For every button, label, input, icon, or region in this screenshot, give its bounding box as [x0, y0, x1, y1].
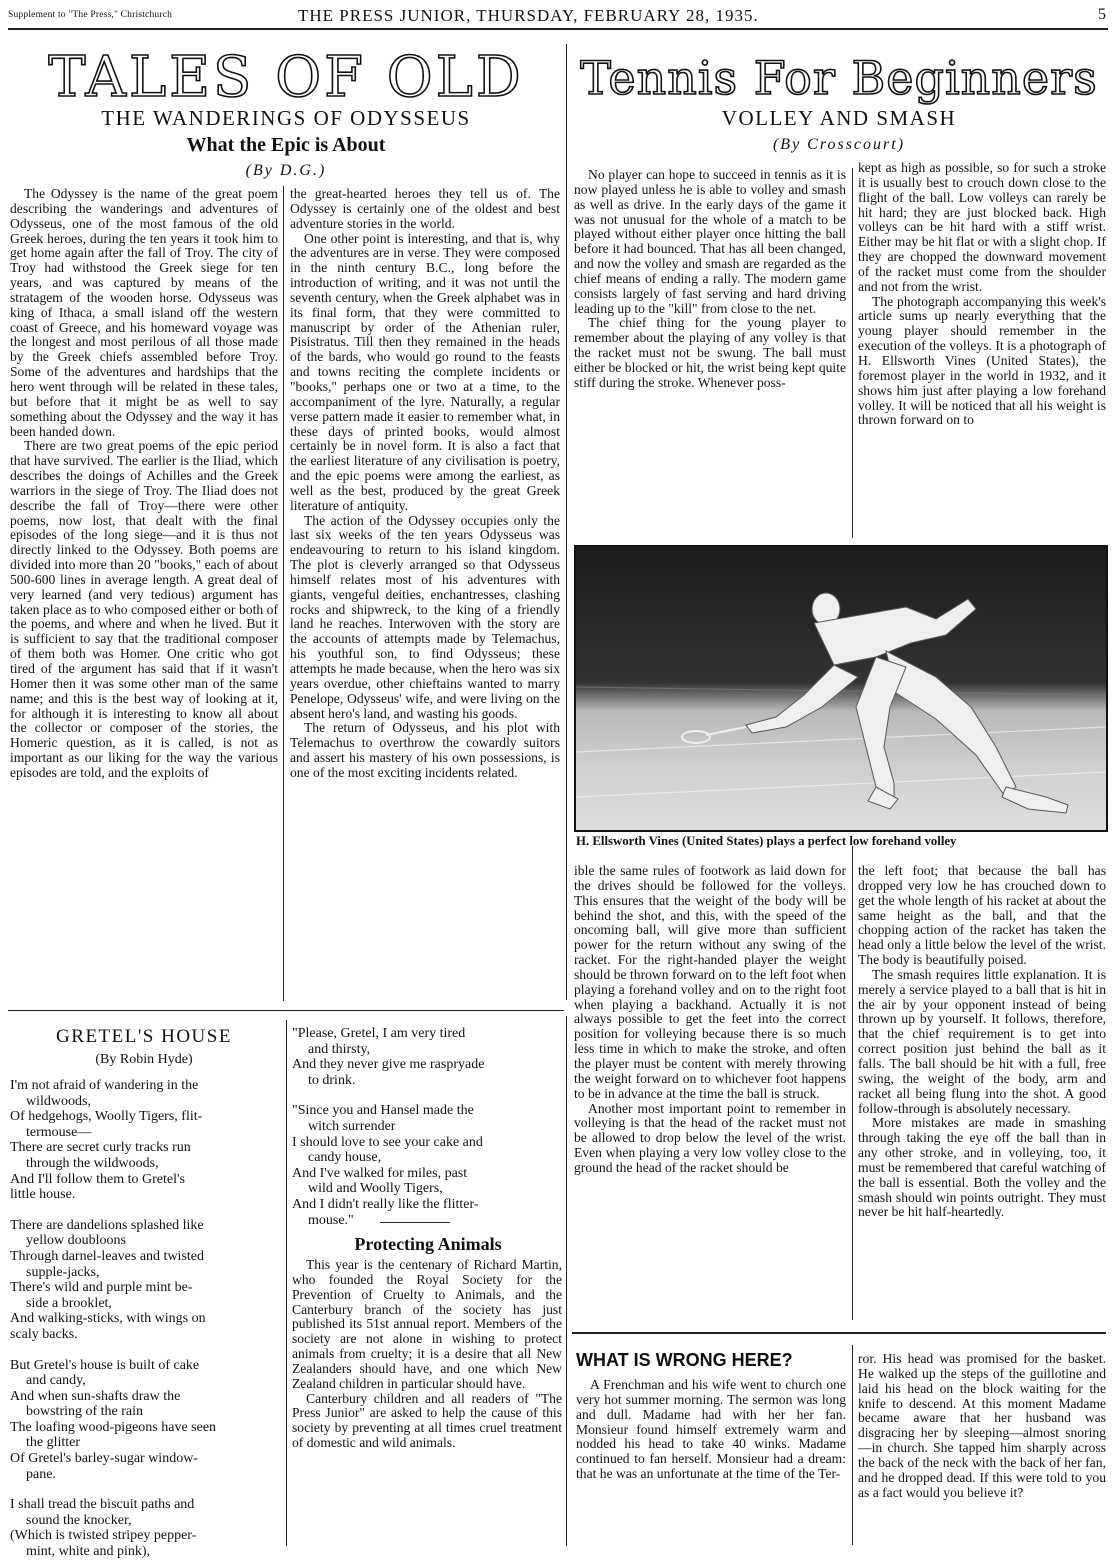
paragraph: The photograph accompanying this week's article sums up nearly everything that the young player should remember in the execution of the volleys. It is a photograph of H. Ellsworth Vines (United States), the foremost player in the world in 1932, and it shows him just after playing a low forehand volley. It will be noticed that all his weight is thrown forward on to	[858, 293, 1106, 428]
tennis-column-1	[574, 168, 846, 540]
poem-stanza	[10, 1078, 282, 1203]
poem-line: supple-jacks,	[26, 1264, 100, 1280]
poem-stanza	[10, 1497, 282, 1559]
poem-column-1	[10, 1078, 282, 1560]
poem-line: wild and Woolly Tigers,	[308, 1181, 443, 1197]
tennis-byline: (By Crosscourt)	[772, 136, 906, 153]
poem-line: "Please, Gretel, I am very tired	[292, 1026, 466, 1041]
animals-title: Protecting Animals	[354, 1234, 502, 1254]
poem-line: mouse."	[308, 1212, 354, 1228]
masthead	[8, 6, 1108, 24]
poem-line: termouse—	[26, 1124, 92, 1140]
poem-line: The loafing wood-pigeons have seen	[10, 1419, 217, 1435]
tennis-title: Tennis For Beginners	[580, 51, 1098, 105]
wrong-column-2	[858, 1352, 1106, 1546]
poem-line: There are dandelions splashed like	[10, 1217, 204, 1233]
poem-line: And I didn't really like the flitter-	[292, 1196, 479, 1212]
poem-line: There are secret curly tracks run	[10, 1140, 191, 1156]
player-silhouette	[576, 547, 1106, 830]
paragraph: kept as high as possible, so for such a stroke it is usually best to crouch down close to the flight of the ball. Low volleys can rarely be hit hard; they are just blocked back. High volleys can be hit hard with a stiff wrist. Either may be hit flat or with a slight chop. If they are chopped the downward movement of the racket must come from the shoulder and not from the wrist.	[858, 160, 1106, 294]
tales-column-2	[290, 187, 560, 1002]
poem-line: to drink.	[308, 1072, 356, 1088]
column-divider	[852, 1345, 853, 1545]
paragraph: the great-hearted heroes they tell us of. The Odyssey is certainly one of the oldest and best adventure stories in the world.	[290, 186, 560, 231]
paragraph: This year is the centenary of Richard Martin, who founded the Royal Society for the Prevention of Cruelty to Animals, and the Canterbury branch of the society has just published its 51st annual report. Members of the society are not alone in wishing to protect animals from cruelty; it is a desire that all New Zealanders should have, and one which New Zealand children in particular should have.	[292, 1257, 562, 1391]
poem-title: GRETEL'S HOUSE	[56, 1026, 232, 1047]
tennis-photograph	[574, 545, 1108, 832]
section-rule	[8, 1010, 564, 1011]
poem-line: I shall tread the biscuit paths and	[10, 1497, 195, 1513]
poem-line: side a brooklet,	[26, 1295, 112, 1311]
poem-line: (Which is twisted stripey pepper-	[10, 1528, 197, 1544]
column-divider	[852, 168, 853, 538]
tennis-column-3	[574, 864, 846, 1344]
paragraph: The smash requires little explanation. It is merely a service played to a ball that is hit in the air by your opponent instead of being thrown up by yourself. It follows, therefore, that the chief requirement is to get into correct position just behind the ball as it falls. The ball should be hit with a full, free swing, the weight of the body, arm and racket all being flung into the shot. A good follow-through is absolutely necessary.	[858, 966, 1106, 1116]
paragraph: One other point is interesting, and that is, why the adventures are in verse. They were composed in the ninth century B.C., long before the introduction of writing, and it was not until the seventh century, when the Greek alphabet was in its final form, that they were committed to manuscript by order of the Athenian ruler, Pisistratus. Till then they remained in the heads of the bards, who would go round to the feasts and towns reciting the complete incidents or "books," perhaps one or two at a time, to the accompaniment of the lyre. Naturally, a regular verse pattern made it easier to remember what, in these days of printed books, would almost certainly be in novel form. It is also a fact that the earliest literature of any civilisation is poetry, and the epic poems were among the earliest, as well as the best, produced by the great Greek literature of antiquity.	[290, 230, 560, 513]
poem-line: I should love to see your cake and	[292, 1134, 483, 1150]
paragraph: ible the same rules of footwork as laid down for the drives should be followed for the volleys. This ensures that the weight of the body will be behind the shot, and this, with the speed of the oncoming ball, will give more than sufficient power for the return without any swing of the racket. For the right-handed player the weight should be thrown forward on to the left foot when playing a forehand volley and on to the right foot when playing a backhand. Actually it is not always possible to get the feet into the correct position for volleying because there is so much less time in which to make the stroke, and often the player must be content with merely throwing the weight forward on to whichever foot happens to be in advance at the time the ball is struck.	[574, 863, 846, 1101]
poem-line: yellow doubloons	[26, 1233, 126, 1249]
paragraph: The return of Odysseus, and his plot with Telemachus to overthrow the cowardly suitors and assert his mastery of his own possessions, is one of the most exciting incidents related.	[290, 720, 560, 780]
paragraph: Canterbury children and all readers of "The Press Junior" are asked to help the cause of this society by preventing at all times cruel treatment of domestic and wild animals.	[292, 1390, 562, 1451]
paragraph: There are two great poems of the epic period that have survived. The earlier is the Iliad, which describes the doings of Achilles and the Greek warriors in the siege of Troy. The Iliad does not describe the fall of Troy—there were other poems, now lost, that dealt with the final episodes of the long siege—and it is thus not directly linked to the Odyssey. Both poems are divided into more than 20 "books," each of about 500-600 lines in average length. A great deal of very learned (and very tedious) argument has taken place as to who composed either or both of the poems, and where and when he lived. But it is sufficient to say that the traditional composer of them both was Homer. One critic who got tired of the argument has said that if it wasn't Homer then it was some other man of the same name; and this is the best way of looking at it, for although it is interesting to know all about the collector or composer of the stories, the Homeric question, as it is called, is not as important as our liking for the way the various episodes are told, and the exploits of	[10, 438, 278, 780]
column-divider	[283, 186, 284, 1001]
poem-line: "Since you and Hansel made the	[292, 1103, 474, 1119]
poem-line: And I'll follow them to Gretel's	[10, 1171, 185, 1187]
paragraph: the left foot; that because the ball has dropped very low he has crouched down to get the whole length of his racket at about the same height as the ball, and that the chopping action of the racket has taken the head only a little below the level of the wrist. The body is beautifully poised.	[858, 863, 1107, 968]
poem-line: There's wild and purple mint be-	[10, 1280, 193, 1296]
column-divider	[566, 44, 567, 1000]
poem-line: and thirsty,	[308, 1041, 371, 1057]
poem-line: scaly backs.	[10, 1326, 78, 1342]
poem-line: and candy,	[26, 1373, 86, 1389]
paragraph: The Odyssey is the name of the great poem describing the wanderings and adventures of Odysseus, one of the most famous of the old Greek heroes, during the ten years it took him to get home again after the fall of Troy. The city of Troy had withstood the Greek siege for ten years, and was captured by means of the stratagem of the wooden horse. Odysseus was king of Ithaca, a small island off the western coast of Greece, and his homeward voyage was the longest and most perilous of all those made by the Greek chiefs assembled before Troy. Some of the adventures and hardships that the hero went through will be related in these tales, but before that it might be as well to say something about the Odyssey and the way it has been handed down.	[10, 186, 278, 439]
poem-line: And I've walked for miles, past	[292, 1165, 468, 1181]
tales-title: TALES OF OLD	[48, 45, 524, 110]
poem-line: I'm not afraid of wandering in the	[10, 1078, 199, 1093]
paragraph: A Frenchman and his wife went to church one very hot summer morning. The sermon was long and dull. Madame had with her her fan. Monsieur found himself extremely warm and nodded his head to take 40 winks. Madame continued to fan herself. Monsieur had a dream: that he was an unfortunate at the time of the Ter-	[576, 1377, 846, 1482]
page-number: 5	[1098, 6, 1106, 23]
poem-line: And they never give me raspryade	[292, 1057, 485, 1073]
tales-heading: What the Epic is About	[186, 134, 386, 156]
poem-line: Through darnel-leaves and twisted	[10, 1248, 204, 1264]
column-divider	[566, 1016, 567, 1546]
wrong-column-1	[576, 1378, 846, 1544]
poem-line: witch surrender	[308, 1118, 396, 1134]
column-divider	[286, 1020, 287, 1546]
section-rule	[572, 1332, 1106, 1334]
poem-line: Of Gretel's barley-sugar window-	[10, 1451, 198, 1467]
poem-line: Of hedgehogs, Woolly Tigers, flit-	[10, 1109, 203, 1125]
paragraph: ror. His head was promised for the basket. He walked up the steps of the guillotine and laid his head on the block waiting for the knife to descend. At this moment Madame became aware that her husband was disgracing her by sleeping—almost snoring—in church. She tapped him sharply across the back of the neck with the back of her fan, and he dropped dead. If this were told to you as a fact would you believe it?	[858, 1351, 1106, 1500]
animals-column	[292, 1258, 562, 1548]
poem-stanza	[10, 1218, 282, 1343]
tales-subtitle: THE WANDERINGS OF ODYSSEUS	[101, 106, 471, 130]
masthead-rule	[8, 28, 1108, 30]
newspaper-title: THE PRESS JUNIOR, THURSDAY, FEBRUARY 28, 1935.	[298, 6, 759, 25]
tennis-column-2	[858, 161, 1106, 541]
poem-line: through the wildwoods,	[26, 1155, 159, 1171]
paragraph: More mistakes are made in smashing through taking the eye off the ball than in any other stroke, and in volleying, too, it must be remembered that careful watching of the ball is essential. Both the volley and the smash should win points outright. They must never be hit half-heartedly.	[858, 1115, 1106, 1220]
poem-line: candy house,	[308, 1150, 382, 1166]
paragraph: The chief thing for the young player to remember about the playing of any volley is that the racket must not be swung. The ball must either be blocked or hit, the wrist being kept quite stiff during the stroke. Whenever poss-	[574, 315, 846, 390]
poem-stanza	[292, 1026, 564, 1088]
poem-line: pane.	[26, 1466, 56, 1482]
poem-line: And when sun-shafts draw the	[10, 1388, 181, 1404]
poem-line: But Gretel's house is built of cake	[10, 1357, 200, 1373]
section-rule	[380, 1222, 450, 1223]
paragraph: No player can hope to succeed in tennis as it is now played unless he is able to volley and smash as well as drive. In the early days of the game it was not unusual for the whole of a match to be played without either player once hitting the ball before it had bounced. That has all been changed, and now the volley and smash are regarded as the chief means of ending a rally. The modern game consists largely of fast serving and hard driving leading up to the "kill" from close to the net.	[574, 167, 846, 316]
poem-line: little house.	[10, 1187, 76, 1203]
poem-stanza	[292, 1103, 564, 1228]
poem-line: And walking-sticks, with wings on	[10, 1311, 206, 1327]
tales-column-1	[10, 187, 278, 1002]
poem-line: wildwoods,	[26, 1093, 91, 1109]
poem-byline: (By Robin Hyde)	[95, 1052, 193, 1067]
poem-line: sound the knocker,	[26, 1512, 132, 1528]
poem-line: the glitter	[26, 1435, 81, 1451]
tales-byline: (By D.G.)	[245, 162, 327, 179]
paragraph: Another most important point to remember in volleying is that the head of the racket must not be allowed to drop below the level of the wrist. Even when playing a very low volley close to the ground the head of the racket should be	[574, 1100, 846, 1175]
tennis-column-4	[858, 864, 1106, 1344]
poem-line: bowstring of the rain	[26, 1404, 144, 1420]
paragraph: The action of the Odyssey occupies only the last six weeks of the ten years Odysseus was endeavouring to return to his island kingdom. The plot is cleverly arranged so that Odysseus himself relates most of his adventures with giants, vengeful deities, enchantresses, clashing rocks and shipwreck, to the king of a friendly land he reaches. Interwoven with the story are the accounts of attempts made by Telemachus, his youthful son, to find Odysseus; these attempts he made because, when the hero was six years overdue, other chieftains wanted to marry Penelope, Odysseus' wife, and were living on the absent hero's land, and wasting his goods.	[290, 512, 560, 721]
tennis-subtitle: VOLLEY AND SMASH	[721, 106, 957, 130]
photo-caption: H. Ellsworth Vines (United States) plays a perfect low forehand volley	[576, 834, 957, 848]
poem-stanza	[10, 1358, 282, 1483]
column-divider	[852, 846, 853, 1320]
supplement-label: Supplement to "The Press," Christchurch	[8, 10, 173, 20]
poem-line: mint, white and pink),	[26, 1544, 151, 1560]
poem-column-2	[292, 1026, 564, 1226]
wrong-title: WHAT IS WRONG HERE?	[576, 1350, 793, 1370]
